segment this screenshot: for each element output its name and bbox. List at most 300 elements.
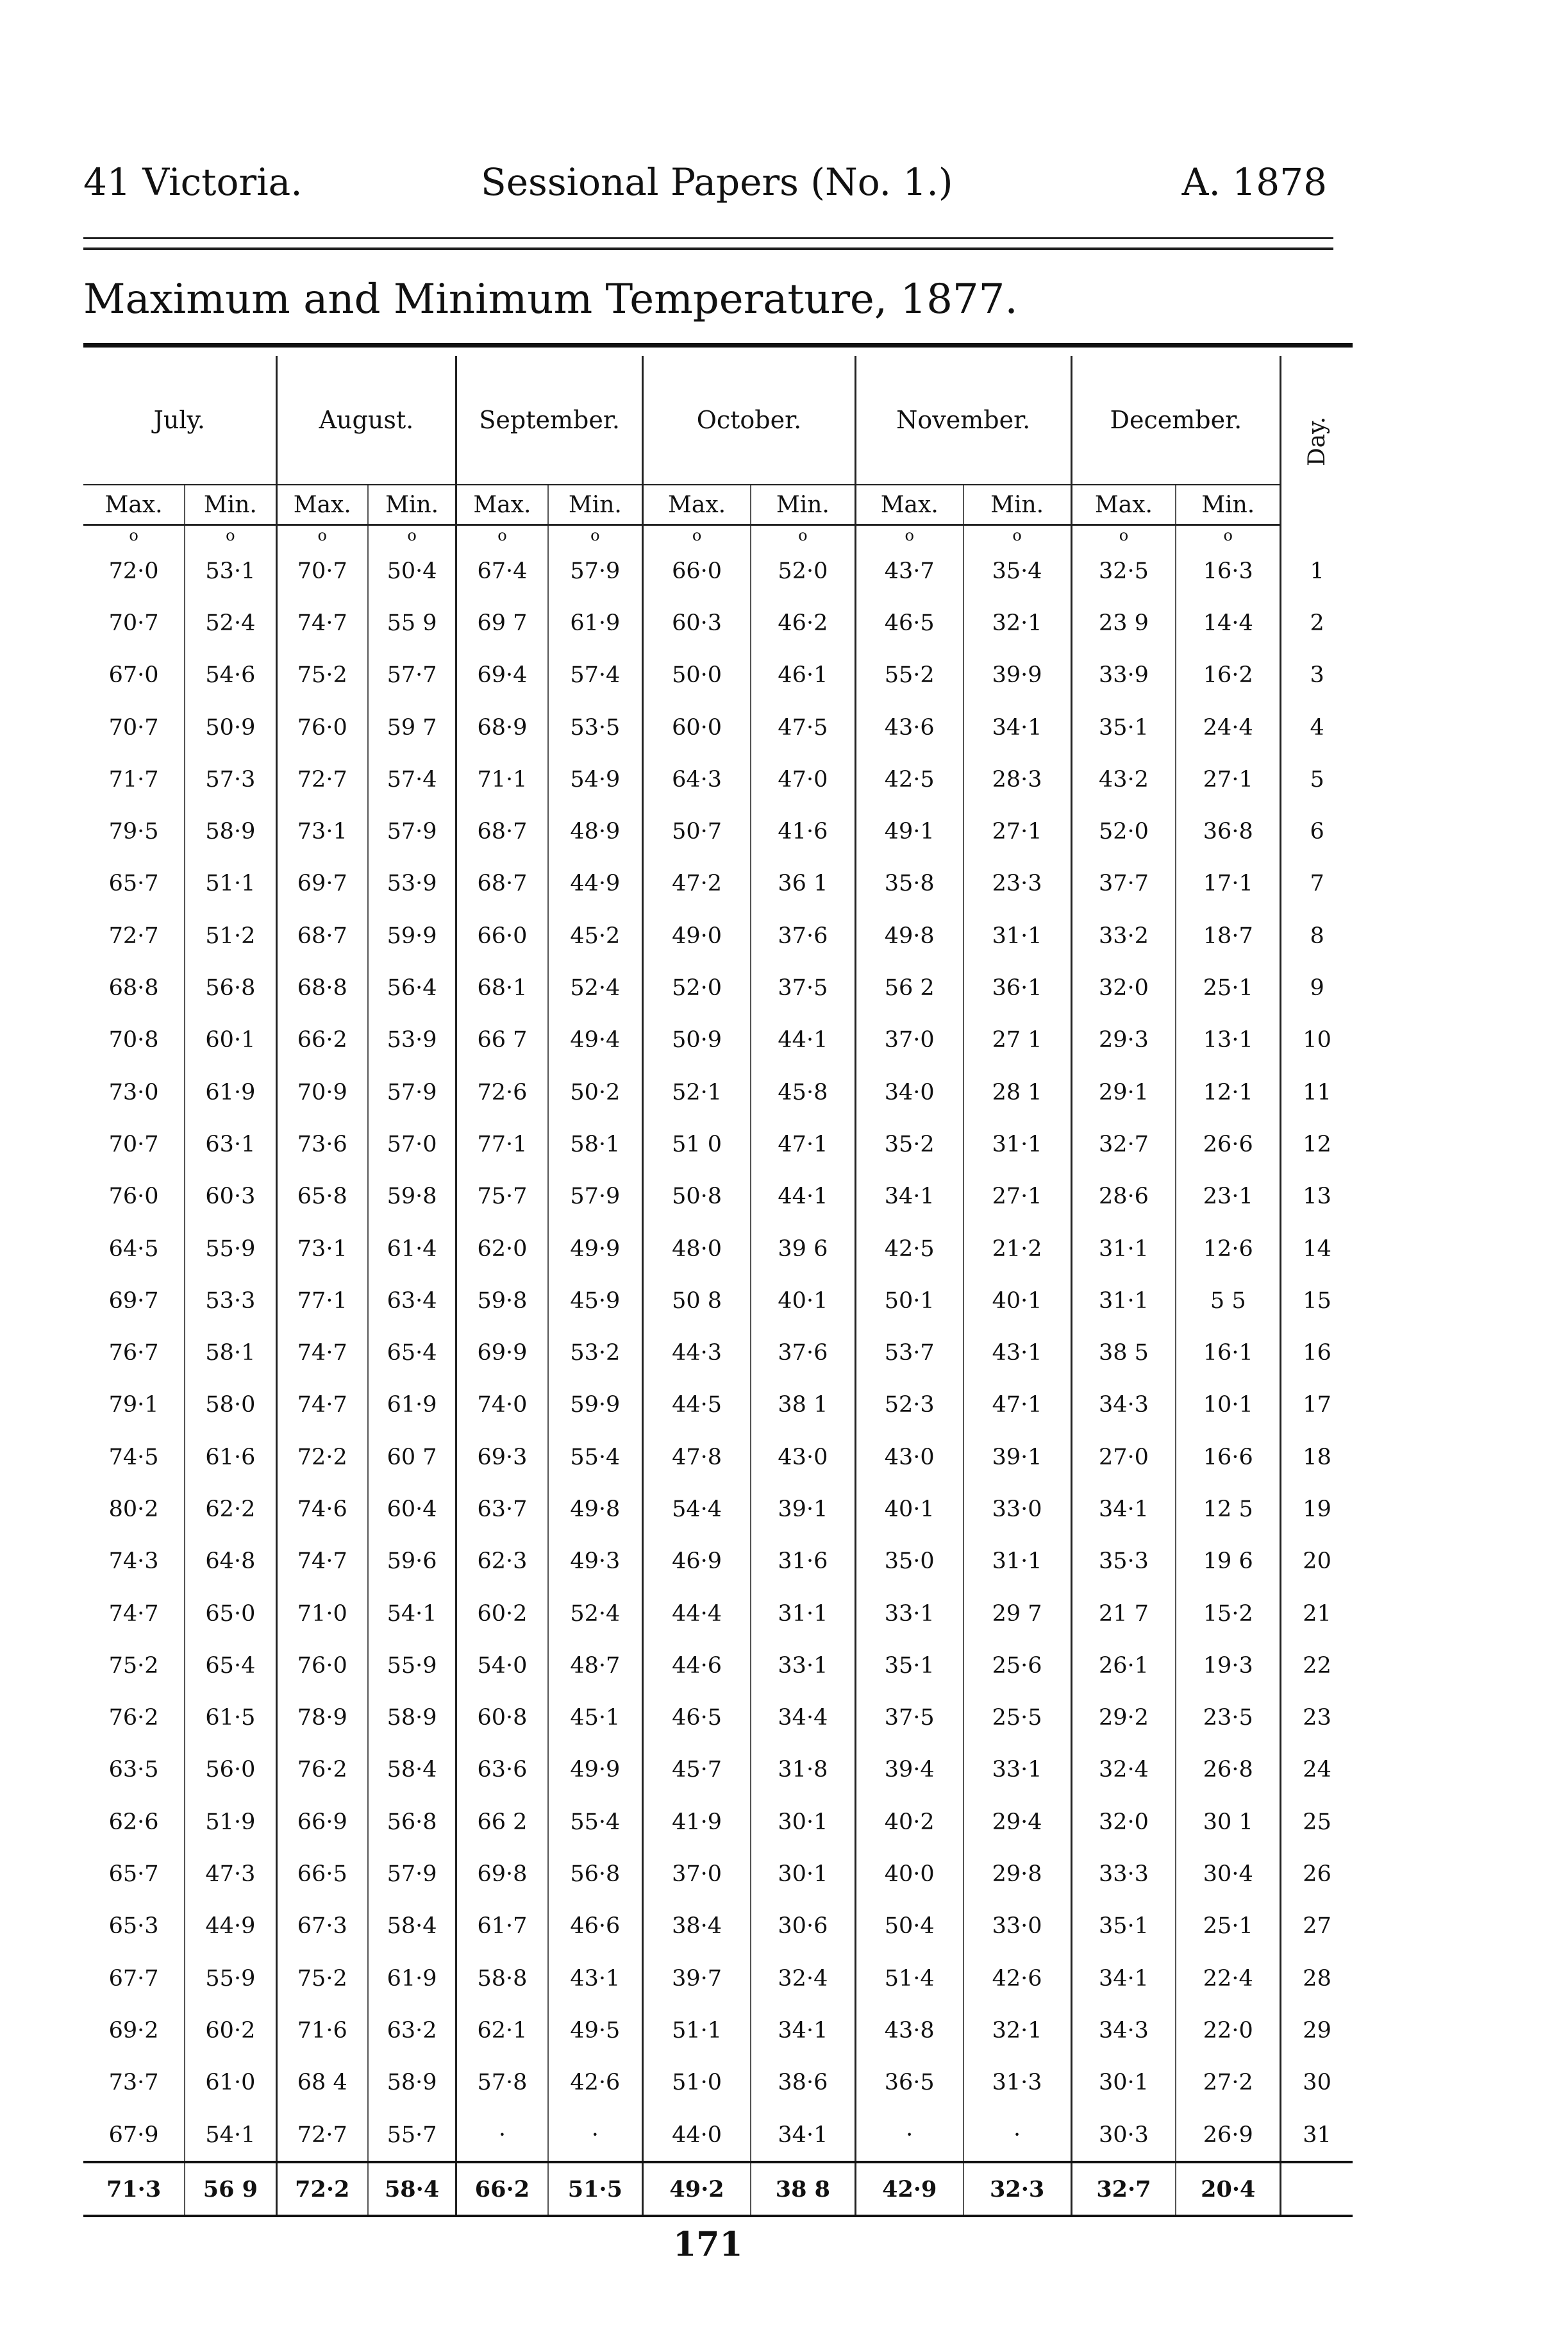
degree-mark: o (751, 525, 855, 546)
min-temp-cell: 61·5 (185, 1692, 276, 1744)
max-temp-cell: 32·5 (1071, 545, 1176, 597)
average-max-cell: 42·9 (855, 2162, 963, 2216)
max-temp-cell: 73·1 (276, 1223, 368, 1275)
min-temp-cell: 53·3 (185, 1275, 276, 1327)
max-temp-cell: 46·9 (643, 1536, 751, 1588)
max-temp-cell: 73·7 (108, 2070, 159, 2096)
min-temp-cell: 29·4 (963, 1796, 1071, 1848)
max-temp-cell: 46·5 (855, 597, 963, 649)
max-temp-cell: 70·7 (108, 714, 159, 741)
min-temp-cell: 45·9 (548, 1275, 643, 1327)
max-temp-cell: 39·4 (855, 1744, 963, 1796)
min-temp-cell: 57·9 (368, 1066, 456, 1118)
max-temp-cell: 68·8 (108, 975, 159, 1002)
max-temp-cell: 29·2 (1071, 1692, 1176, 1744)
table-row (83, 805, 1353, 857)
max-temp-cell: 21 7 (1071, 1588, 1176, 1639)
max-temp-cell: 68·1 (456, 962, 548, 1014)
min-temp-cell: 18·7 (1176, 910, 1280, 962)
day-number-cell: 25 (1281, 1796, 1353, 1848)
max-temp-cell: 73·0 (108, 1079, 159, 1105)
min-temp-cell: 26·8 (1176, 1744, 1280, 1796)
min-temp-cell: 45·2 (548, 910, 643, 962)
average-min-cell: 38 8 (751, 2162, 855, 2216)
table-body (83, 545, 1353, 2162)
day-number-cell: 4 (1281, 701, 1353, 753)
min-temp-cell: 55·9 (185, 1223, 276, 1275)
min-temp-cell: 58·4 (368, 1900, 456, 1952)
min-temp-cell: 45·1 (548, 1692, 643, 1744)
average-max-cell: 72·2 (276, 2162, 368, 2216)
min-temp-cell: 61·9 (185, 1066, 276, 1118)
max-temp-cell: 51·4 (855, 1952, 963, 2004)
min-temp-cell: 31·1 (963, 910, 1071, 962)
max-temp-cell: 63·6 (456, 1744, 548, 1796)
min-temp-cell: 57·4 (548, 650, 643, 701)
min-temp-cell: 36 1 (751, 858, 855, 910)
table-row (83, 1118, 1353, 1170)
max-temp-cell: 51·1 (643, 2004, 751, 2056)
min-temp-cell: 43·1 (548, 1952, 643, 2004)
min-temp-cell: 60·2 (185, 2004, 276, 2056)
min-temp-cell: 43·0 (751, 1431, 855, 1483)
table-row (83, 910, 1353, 962)
average-max-cell: 32·7 (1071, 2162, 1176, 2216)
max-temp-cell: 71·0 (276, 1588, 368, 1639)
max-temp-cell: 72·0 (108, 558, 159, 584)
min-temp-cell: 49·5 (548, 2004, 643, 2056)
max-temp-cell: 58·8 (456, 1952, 548, 2004)
min-temp-cell: 42·6 (963, 1952, 1071, 2004)
max-temp-cell: 80·2 (108, 1496, 159, 1522)
min-temp-cell: 16·6 (1176, 1431, 1280, 1483)
min-temp-cell: 15·2 (1176, 1588, 1280, 1639)
table-row (83, 650, 1353, 701)
max-temp-cell: 75·2 (276, 1952, 368, 2004)
max-temp-cell: 66·5 (276, 1848, 368, 1900)
max-temp-cell: 32·0 (1071, 962, 1176, 1014)
min-temp-cell: 58·4 (368, 1744, 456, 1796)
max-temp-cell: 35·3 (1071, 1536, 1176, 1588)
min-temp-cell: 61·9 (548, 597, 643, 649)
average-row (83, 2162, 1353, 2216)
degree-mark: o (855, 525, 963, 546)
day-number-cell: 19 (1281, 1483, 1353, 1535)
min-temp-cell: 57·4 (368, 753, 456, 805)
max-temp-cell: 38 5 (1071, 1327, 1176, 1379)
max-temp-cell: 33·9 (1071, 650, 1176, 701)
min-temp-cell: 32·1 (963, 597, 1071, 649)
max-temp-cell: 46·5 (643, 1692, 751, 1744)
min-temp-cell: 58·1 (185, 1327, 276, 1379)
max-temp-cell: 49·1 (855, 805, 963, 857)
min-temp-cell: 16·2 (1176, 650, 1280, 701)
max-temp-cell: 35·1 (1071, 701, 1176, 753)
max-temp-cell: 43·2 (1071, 753, 1176, 805)
running-header (83, 160, 1327, 205)
max-temp-cell: 51 0 (643, 1118, 751, 1170)
table-row (83, 1171, 1353, 1223)
max-temp-cell: 52·3 (855, 1379, 963, 1431)
min-temp-cell: 47·3 (185, 1848, 276, 1900)
min-temp-cell: 56·8 (185, 962, 276, 1014)
min-temp-cell: 61·9 (368, 1952, 456, 2004)
min-temp-cell: 59·8 (368, 1171, 456, 1223)
min-temp-cell: 29 7 (963, 1588, 1071, 1639)
min-temp-cell: 49·3 (548, 1536, 643, 1588)
max-temp-cell: 69·7 (276, 858, 368, 910)
min-temp-cell: 30·1 (751, 1848, 855, 1900)
min-temp-cell: 53·1 (185, 545, 276, 597)
min-temp-cell: 58·9 (368, 2057, 456, 2109)
min-temp-cell: 33·0 (963, 1900, 1071, 1952)
min-temp-cell: 60·1 (185, 1014, 276, 1066)
table-row (83, 2057, 1353, 2109)
max-temp-cell: 23 9 (1071, 597, 1176, 649)
max-temp-cell: 33·1 (855, 1588, 963, 1639)
day-number-cell: 1 (1281, 545, 1353, 597)
min-temp-cell: 10·1 (1176, 1379, 1280, 1431)
max-temp-cell: 66·0 (643, 545, 751, 597)
max-temp-cell: 44·6 (643, 1639, 751, 1691)
month-october: October. (643, 356, 856, 485)
min-temp-cell: 55·9 (368, 1639, 456, 1691)
page-number: 171 (673, 2225, 743, 2264)
max-temp-cell: 44·5 (643, 1379, 751, 1431)
min-temp-cell: 53·2 (548, 1327, 643, 1379)
min-temp-cell: 30·4 (1176, 1848, 1280, 1900)
min-temp-cell: · (963, 2109, 1071, 2162)
min-temp-cell: 56·4 (368, 962, 456, 1014)
min-temp-cell: 59 7 (368, 701, 456, 753)
min-temp-cell: 53·5 (548, 701, 643, 753)
degree-mark: o (643, 525, 751, 546)
min-temp-cell: 22·4 (1176, 1952, 1280, 2004)
day-number-cell: 23 (1281, 1692, 1353, 1744)
min-temp-cell: 24·4 (1176, 701, 1280, 753)
day-number-cell: 10 (1281, 1014, 1353, 1066)
day-number-cell: 17 (1281, 1379, 1353, 1431)
col-min: Min. (368, 485, 456, 525)
day-header (1281, 356, 1353, 525)
table-row (83, 962, 1353, 1014)
max-temp-cell: 76·2 (108, 1705, 159, 1731)
min-temp-cell: 57·7 (368, 650, 456, 701)
day-number-cell: 14 (1281, 1223, 1353, 1275)
min-temp-cell: 27·1 (963, 805, 1071, 857)
min-temp-cell: 57·3 (185, 753, 276, 805)
col-min: Min. (185, 485, 276, 525)
max-temp-cell: 42·5 (855, 1223, 963, 1275)
max-temp-cell: 52·0 (1071, 805, 1176, 857)
header-publication: Sessional Papers (No. 1.) (481, 160, 953, 204)
max-temp-cell: 43·6 (855, 701, 963, 753)
min-temp-cell: 59·9 (548, 1379, 643, 1431)
min-temp-cell: 50·2 (548, 1066, 643, 1118)
max-temp-cell: 33·2 (1071, 910, 1176, 962)
min-temp-cell: 55·4 (548, 1431, 643, 1483)
min-temp-cell: 19 6 (1176, 1536, 1280, 1588)
min-temp-cell: 33·1 (963, 1744, 1071, 1796)
average-max-cell: 66·2 (456, 2162, 548, 2216)
min-temp-cell: 54·9 (548, 753, 643, 805)
min-temp-cell: 31·1 (751, 1588, 855, 1639)
table-row (83, 1848, 1353, 1900)
max-temp-cell: 72·7 (276, 753, 368, 805)
min-temp-cell: 53·9 (368, 858, 456, 910)
min-temp-cell: 44·9 (185, 1900, 276, 1952)
max-temp-cell: 50·7 (643, 805, 751, 857)
table-row (83, 1692, 1353, 1744)
min-temp-cell: 53·9 (368, 1014, 456, 1066)
day-number-cell: 20 (1281, 1536, 1353, 1588)
max-temp-cell: 69·2 (108, 2017, 159, 2043)
max-temp-cell: 74·7 (276, 1536, 368, 1588)
max-temp-cell: 34·0 (855, 1066, 963, 1118)
min-temp-cell: 60·4 (368, 1483, 456, 1535)
min-temp-cell: 26·9 (1176, 2109, 1280, 2162)
min-temp-cell: 33·0 (963, 1483, 1071, 1535)
min-temp-cell: 46·6 (548, 1900, 643, 1952)
table-row (83, 1431, 1353, 1483)
day-number-cell: 6 (1281, 805, 1353, 857)
day-number-cell: 18 (1281, 1431, 1353, 1483)
degree-mark: o (129, 526, 138, 544)
max-temp-cell: 68·8 (276, 962, 368, 1014)
day-number-cell: 26 (1281, 1848, 1353, 1900)
min-temp-cell: 49·8 (548, 1483, 643, 1535)
max-temp-cell: 53·7 (855, 1327, 963, 1379)
table-row (83, 1379, 1353, 1431)
max-temp-cell: 50 8 (643, 1275, 751, 1327)
max-temp-cell: 69·7 (108, 1287, 159, 1314)
min-temp-cell: 44·9 (548, 858, 643, 910)
max-temp-cell: 62·1 (456, 2004, 548, 2056)
min-temp-cell: 16·1 (1176, 1327, 1280, 1379)
min-temp-cell: 45·8 (751, 1066, 855, 1118)
min-temp-cell: 30·6 (751, 1900, 855, 1952)
min-temp-cell: 12·1 (1176, 1066, 1280, 1118)
max-temp-cell: 70·9 (276, 1066, 368, 1118)
max-temp-cell: 36·5 (855, 2057, 963, 2109)
min-temp-cell: 51·9 (185, 1796, 276, 1848)
max-temp-cell: 32·0 (1071, 1796, 1176, 1848)
day-number-cell: 27 (1281, 1900, 1353, 1952)
max-temp-cell: 49·8 (855, 910, 963, 962)
degree-mark: o (368, 525, 456, 546)
max-temp-cell: 47·8 (643, 1431, 751, 1483)
min-temp-cell: 56·0 (185, 1744, 276, 1796)
max-temp-cell: 67·3 (276, 1900, 368, 1952)
day-number-cell: 29 (1281, 2004, 1353, 2056)
table-row (83, 1588, 1353, 1639)
max-temp-cell: 65·8 (276, 1171, 368, 1223)
max-temp-cell: 35·1 (855, 1639, 963, 1691)
min-temp-cell: 56·8 (548, 1848, 643, 1900)
max-temp-cell: 49·0 (643, 910, 751, 962)
degree-mark: o (456, 525, 548, 546)
max-temp-cell: 29·3 (1071, 1014, 1176, 1066)
max-temp-cell: 66 7 (456, 1014, 548, 1066)
table-row (83, 1223, 1353, 1275)
min-temp-cell: 19·3 (1176, 1639, 1280, 1691)
max-temp-cell: 67·4 (456, 545, 548, 597)
min-temp-cell: 21·2 (963, 1223, 1071, 1275)
degree-spacer (1281, 525, 1353, 546)
max-temp-cell: 54·4 (643, 1483, 751, 1535)
min-temp-cell: 31·3 (963, 2057, 1071, 2109)
min-temp-cell: 55·9 (185, 1952, 276, 2004)
max-temp-cell: 71·6 (276, 2004, 368, 2056)
degree-mark: o (548, 525, 643, 546)
min-temp-cell: 60·3 (185, 1171, 276, 1223)
min-temp-cell: 40·1 (963, 1275, 1071, 1327)
min-temp-cell: 52·4 (548, 1588, 643, 1639)
col-max: Max. (855, 485, 963, 525)
max-temp-cell: 74·7 (276, 1379, 368, 1431)
max-temp-cell: 71·1 (456, 753, 548, 805)
max-temp-cell: 60·8 (456, 1692, 548, 1744)
min-temp-cell: 58·1 (548, 1118, 643, 1170)
min-temp-cell: 16·3 (1176, 545, 1280, 597)
min-temp-cell: 52·4 (185, 597, 276, 649)
average-min-cell: 20·4 (1176, 2162, 1280, 2216)
average-max-cell: 71·3 (83, 2162, 185, 2216)
min-temp-cell: 44·1 (751, 1171, 855, 1223)
max-temp-cell: 75·7 (456, 1171, 548, 1223)
degree-mark: o (185, 525, 276, 546)
min-temp-cell: 32·1 (963, 2004, 1071, 2056)
max-temp-cell: 74·6 (276, 1483, 368, 1535)
col-max: Max. (83, 485, 185, 525)
min-temp-cell: 34·4 (751, 1692, 855, 1744)
max-temp-cell: 26·1 (1071, 1639, 1176, 1691)
max-temp-cell: 65·3 (108, 1913, 159, 1940)
max-temp-cell: 66·2 (276, 1014, 368, 1066)
min-temp-cell: 47·1 (963, 1379, 1071, 1431)
table-row (83, 701, 1353, 753)
min-temp-cell: 64·8 (185, 1536, 276, 1588)
max-temp-cell: 74·7 (108, 1600, 159, 1627)
min-temp-cell: 25·6 (963, 1639, 1071, 1691)
max-temp-cell: 67·9 (108, 2122, 159, 2148)
max-temp-cell: 70·7 (276, 545, 368, 597)
degree-row (83, 525, 1353, 546)
min-temp-cell: 54·1 (185, 2109, 276, 2162)
max-temp-cell: 70·8 (108, 1027, 159, 1053)
max-temp-cell: 63·7 (456, 1483, 548, 1535)
table-row (83, 1066, 1353, 1118)
min-temp-cell: 57·9 (368, 805, 456, 857)
table-row (83, 1952, 1353, 2004)
degree-mark: o (963, 525, 1071, 546)
min-temp-cell: 57·9 (368, 1848, 456, 1900)
max-temp-cell: 41·9 (643, 1796, 751, 1848)
max-temp-cell: 79·1 (108, 1392, 159, 1418)
min-temp-cell: 48·7 (548, 1639, 643, 1691)
max-temp-cell: 34·1 (1071, 1952, 1176, 2004)
day-number-cell: 16 (1281, 1327, 1353, 1379)
max-temp-cell: 43·8 (855, 2004, 963, 2056)
average-day-spacer (1281, 2162, 1353, 2216)
max-temp-cell: 44·0 (643, 2109, 751, 2162)
max-temp-cell: 40·0 (855, 1848, 963, 1900)
min-temp-cell: 61·0 (185, 2057, 276, 2109)
table-row (83, 1744, 1353, 1796)
max-temp-cell: 62·0 (456, 1223, 548, 1275)
max-temp-cell: 48·0 (643, 1223, 751, 1275)
max-temp-cell: 62·6 (108, 1809, 159, 1835)
month-november: November. (855, 356, 1071, 485)
min-temp-cell: 5 5 (1176, 1275, 1280, 1327)
max-temp-cell: 72·6 (456, 1066, 548, 1118)
min-temp-cell: 40·1 (751, 1275, 855, 1327)
max-temp-cell: 77·1 (276, 1275, 368, 1327)
min-temp-cell: 17·1 (1176, 858, 1280, 910)
col-max: Max. (643, 485, 751, 525)
max-temp-cell: 50·0 (643, 650, 751, 701)
min-temp-cell: 31·1 (963, 1536, 1071, 1588)
day-number-cell: 12 (1281, 1118, 1353, 1170)
max-temp-cell: 68·7 (456, 805, 548, 857)
max-temp-cell: 34·1 (855, 1171, 963, 1223)
min-temp-cell: 63·1 (185, 1118, 276, 1170)
table-row (83, 1275, 1353, 1327)
day-number-cell: 9 (1281, 962, 1353, 1014)
max-temp-cell: 35·8 (855, 858, 963, 910)
max-temp-cell: 68 4 (276, 2057, 368, 2109)
day-number-cell: 21 (1281, 1588, 1353, 1639)
min-temp-cell: 39·1 (963, 1431, 1071, 1483)
min-temp-cell: 65·4 (368, 1327, 456, 1379)
table-row (83, 858, 1353, 910)
day-number-cell: 24 (1281, 1744, 1353, 1796)
min-temp-cell: 39 6 (751, 1223, 855, 1275)
max-temp-cell: 42·5 (855, 753, 963, 805)
max-temp-cell: 50·1 (855, 1275, 963, 1327)
min-temp-cell: 28 1 (963, 1066, 1071, 1118)
table-row (83, 597, 1353, 649)
max-temp-cell: 74·5 (108, 1444, 159, 1470)
max-temp-cell: 31·1 (1071, 1223, 1176, 1275)
min-temp-cell: 47·1 (751, 1118, 855, 1170)
min-temp-cell: 57·9 (548, 1171, 643, 1223)
min-temp-cell: 30 1 (1176, 1796, 1280, 1848)
day-number-cell: 5 (1281, 753, 1353, 805)
month-header-row (83, 356, 1353, 485)
max-temp-cell: 76·2 (276, 1744, 368, 1796)
max-temp-cell: · (456, 2109, 548, 2162)
min-temp-cell: 61·9 (368, 1379, 456, 1431)
min-temp-cell: 49·4 (548, 1014, 643, 1066)
min-temp-cell: 42·6 (548, 2057, 643, 2109)
max-temp-cell: 39·7 (643, 1952, 751, 2004)
min-temp-cell: 52·0 (751, 545, 855, 597)
min-temp-cell: 55 9 (368, 597, 456, 649)
max-temp-cell: 32·7 (1071, 1118, 1176, 1170)
col-max: Max. (456, 485, 548, 525)
max-temp-cell: 57·8 (456, 2057, 548, 2109)
max-temp-cell: 56 2 (855, 962, 963, 1014)
max-temp-cell: 35·0 (855, 1536, 963, 1588)
max-temp-cell: 65·7 (108, 1861, 159, 1888)
max-temp-cell: 50·9 (643, 1014, 751, 1066)
max-temp-cell: 55·2 (855, 650, 963, 701)
max-temp-cell: 54·0 (456, 1639, 548, 1691)
min-temp-cell: 37·5 (751, 962, 855, 1014)
max-temp-cell: 63·5 (108, 1757, 159, 1783)
col-min: Min. (751, 485, 855, 525)
